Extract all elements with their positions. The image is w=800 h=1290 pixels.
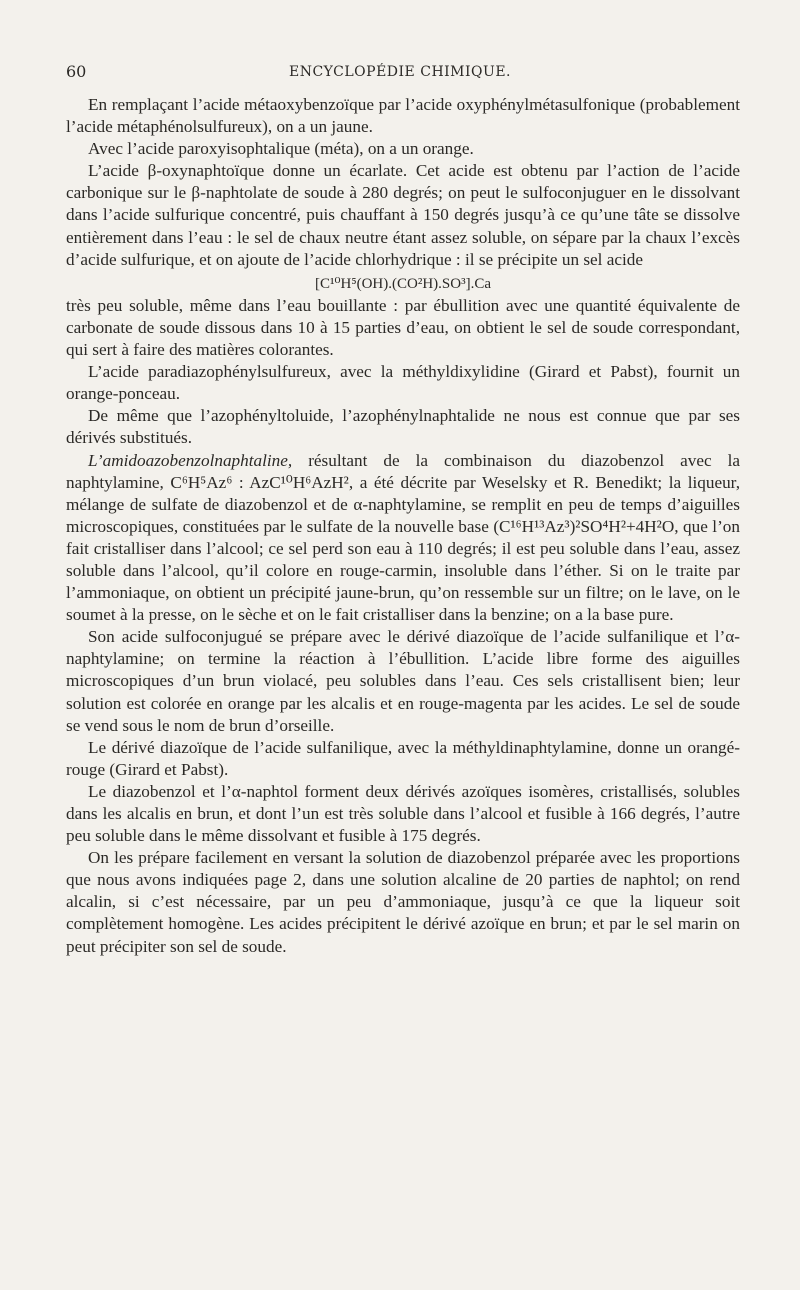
body-text	[66, 94, 740, 958]
chemical-formula: [C¹⁰H⁵(OH).(CO²H).SO³].Ca	[315, 275, 491, 292]
page-number: 60	[66, 62, 87, 81]
paragraph: L’acide paradiazophénylsulfureux, avec la méthyldixylidine (Girard et Pabst), fournit un orange-ponceau.	[66, 362, 740, 404]
paragraph: Son acide sulfoconjugué se prépare avec le dérivé diazoïque de l’acide sulfanilique et l’α-naphtylamine; on termine la réaction à l’ébullition. L’acide libre forme des aiguilles microscopiques d’un brun violacé, peu solubles dans l’eau. Ces sels cristallisent bien; leur solution est colorée en orange par les alcalis et en rouge-magenta par les acides. Le sel de soude se vend sous le nom de brun d’orseille.	[66, 627, 740, 735]
paragraph: L’acide β-oxynaphtoïque donne un écarlate. Cet acide est obtenu par l’action de l’acide carbonique sur le β-naphtolate de soude à 280 degrés; on peut le sulfoconjuguer en le dissolvant dans l’acide sulfurique concentré, puis chauffant à 150 degrés jusqu’à ce qu’une tâte se dissolve entièrement dans l’eau : le sel de chaux neutre étant assez soluble, on sépare par la chaux l’excès d’acide sulfurique, et on ajoute de l’acide chlorhydrique : il se précipite un sel acide	[66, 161, 740, 269]
paragraph-text: résultant de la combinaison du diazobenzol avec la naphtylamine, C⁶H⁵Az⁶ : AzC¹⁰H⁶AzH², a été décrite par Weselsky et R. Benedikt; la liqueur, mélange de sulfate de diazobenzol et de α-naphtylamine, se remplit en peu de temps d’aiguilles microscopiques, constituées par le sulfate de la nouvelle base (C¹⁶H¹³Az³)²SO⁴H²+4H²O, que l’on fait cristalliser dans l’alcool; ce sel perd son eau à 110 degrés; il est peu soluble dans l’eau, assez soluble dans l’alcool, qu’il colore en rouge-carmin, insoluble dans l’éther. Si on le traite par l’ammoniaque, on obtient un précipité jaune-brun, qu’on ressemble sur un filtre; on le lave, on le soumet à la presse, on le sèche et on le fait cristalliser dans la benzine; on a la base pure.	[66, 450, 741, 625]
page-header	[66, 62, 734, 86]
paragraph-amido	[66, 450, 740, 627]
running-title: ENCYCLOPÉDIE CHIMIQUE.	[289, 64, 511, 80]
paragraph: Le diazobenzol et l’α-naphtol forment deux dérivés azoïques isomères, cristallisés, solubles dans les alcalis en brun, et dont l’un est très soluble dans l’alcool et fusible à 166 degrés, l’autre peu soluble dans le même dissolvant et fusible à 175 degrés.	[66, 781, 740, 846]
paragraph: En remplaçant l’acide métaoxybenzoïque par l’acide oxyphénylmétasulfonique (probablement l’acide métaphénolsulfureux), on a un jaune.	[66, 95, 740, 137]
paragraph: très peu soluble, même dans l’eau bouillante : par ébullition avec une quantité équivalente de carbonate de soude dissous dans 10 à 15 parties d’eau, on obtient le sel de soude correspondant, qui sert à faire des matières colorantes.	[66, 295, 740, 360]
paragraph: Le dérivé diazoïque de l’acide sulfanilique, avec la méthyldinaphtylamine, donne un orangé-rouge (Girard et Pabst).	[66, 737, 740, 779]
paragraph: On les prépare facilement en versant la solution de diazobenzol préparée avec les proportions que nous avons indiquées page 2, dans une solution alcaline de 20 parties de naphtol; on rend alcalin, si c’est nécessaire, par un peu d’ammoniaque, jusqu’à ce que la liqueur soit complètement homogène. Les acides précipitent le dérivé azoïque en brun; et par le sel marin on peut précipiter son sel de soude.	[66, 848, 740, 956]
paragraph: De même que l’azophényltoluide, l’azophénylnaphtalide ne nous est connue que par ses dérivés substitués.	[66, 406, 740, 448]
italic-term: L’amidoazobenzolnaphtaline,	[88, 450, 293, 470]
paragraph: Avec l’acide paroxyisophtalique (méta), on a un orange.	[88, 139, 474, 159]
